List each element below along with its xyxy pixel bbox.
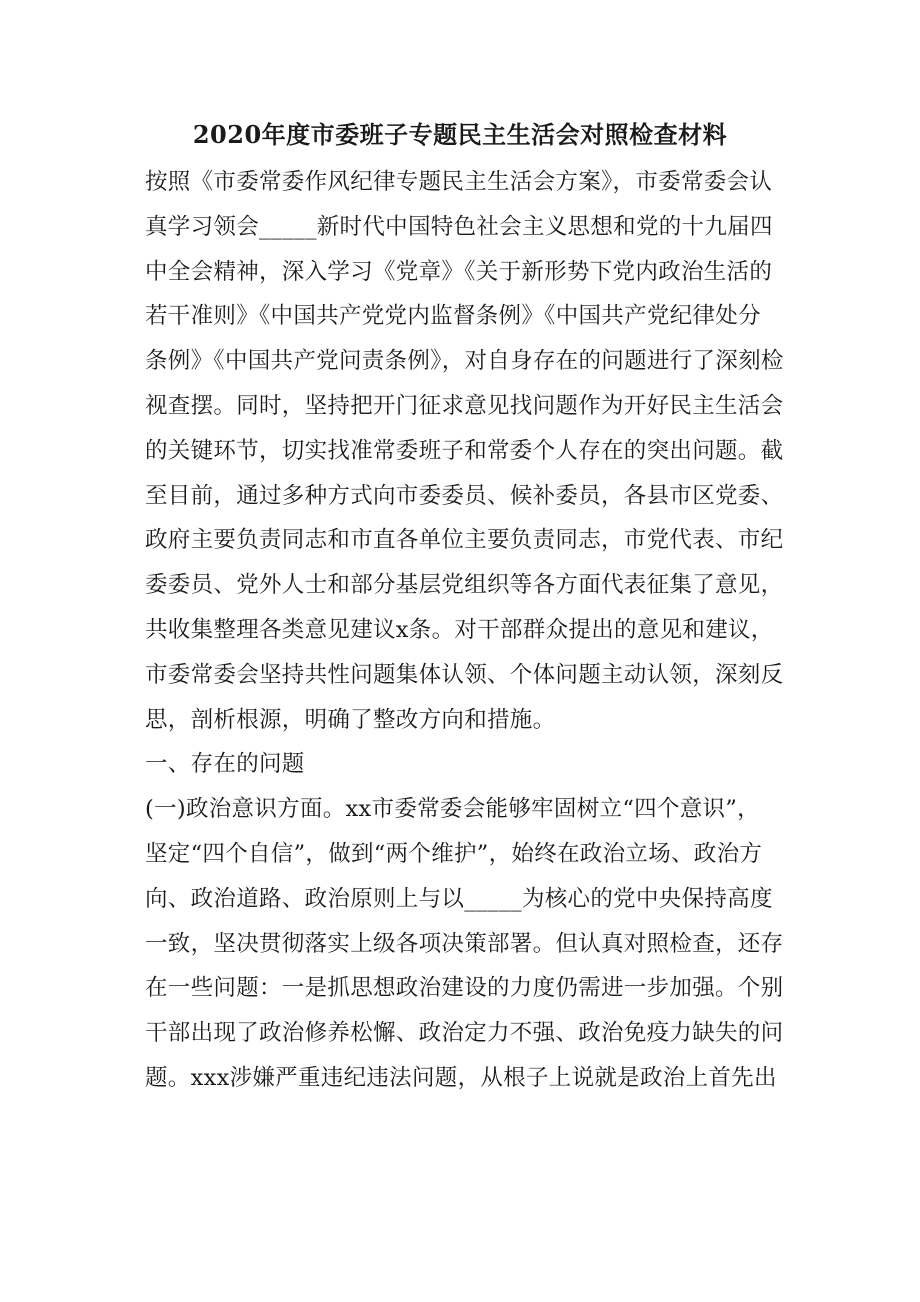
text-line: 思，剖析根源，明确了整改方向和措施。 — [145, 706, 556, 733]
text-line: 中全会精神，深入学习《党章》《关于新形势下党内政治生活的 — [145, 258, 773, 285]
text-line: 条例》《中国共产党问责条例》，对自身存在的问题进行了深刻检 — [145, 348, 784, 375]
text-line: 市委常委会坚持共性问题集体认领、个体问题主动认领，深刻反 — [145, 661, 784, 688]
text-line: 政府主要负责同志和市直各单位主要负责同志，市党代表、市纪 — [145, 527, 784, 554]
document-title: 2020年度市委班子专题民主生活会对照检查材料 — [192, 120, 728, 149]
text-line: 委委员、党外人士和部分基层党组织等各方面代表征集了意见， — [145, 572, 784, 599]
text-line: 一致，坚决贯彻落实上级各项决策部署。但认真对照检查，还存 — [145, 930, 784, 957]
section-heading: 一、存在的问题 — [145, 751, 305, 778]
text-line: 至目前，通过多种方式向市委委员、候补委员，各县市区党委、 — [145, 482, 784, 509]
text-line: 按照《市委常委作风纪律专题民主生活会方案》，市委常委会认 — [145, 169, 773, 195]
text-line: 若干准则》《中国共产党党内监督条例》《中国共产党纪律处分 — [145, 303, 761, 330]
text-line: 坚定“四个自信”，做到“两个维护”，始终在政治立场、政治方 — [145, 840, 763, 867]
text-line: 共收集整理各类意见建议x条。对干部群众提出的意见和建议， — [145, 616, 774, 643]
document-body — [145, 160, 795, 1101]
text-line: (一)政治意识方面。xx市委常委会能够牢固树立“四个意识”， — [145, 796, 760, 823]
text-line: 视查摆。同时，坚持把开门征求意见找问题作为开好民主生活会 — [145, 392, 784, 419]
text-line: 的关键环节，切实找准常委班子和常委个人存在的突出问题。截 — [145, 437, 784, 464]
text-line: 向、政治道路、政治原则上与以_____为核心的党中央保持高度 — [145, 885, 773, 912]
text-line: 真学习领会_____新时代中国特色社会主义思想和党的十九届四 — [145, 213, 773, 240]
text-line: 题。xxx涉嫌严重违纪违法问题，从根子上说就是政治上首先出 — [145, 1064, 777, 1091]
text-line: 干部出现了政治修养松懈、政治定力不强、政治免疫力缺失的问 — [145, 1020, 784, 1047]
text-line: 在一些问题：一是抓思想政治建设的力度仍需进一步加强。个别 — [145, 975, 784, 1002]
